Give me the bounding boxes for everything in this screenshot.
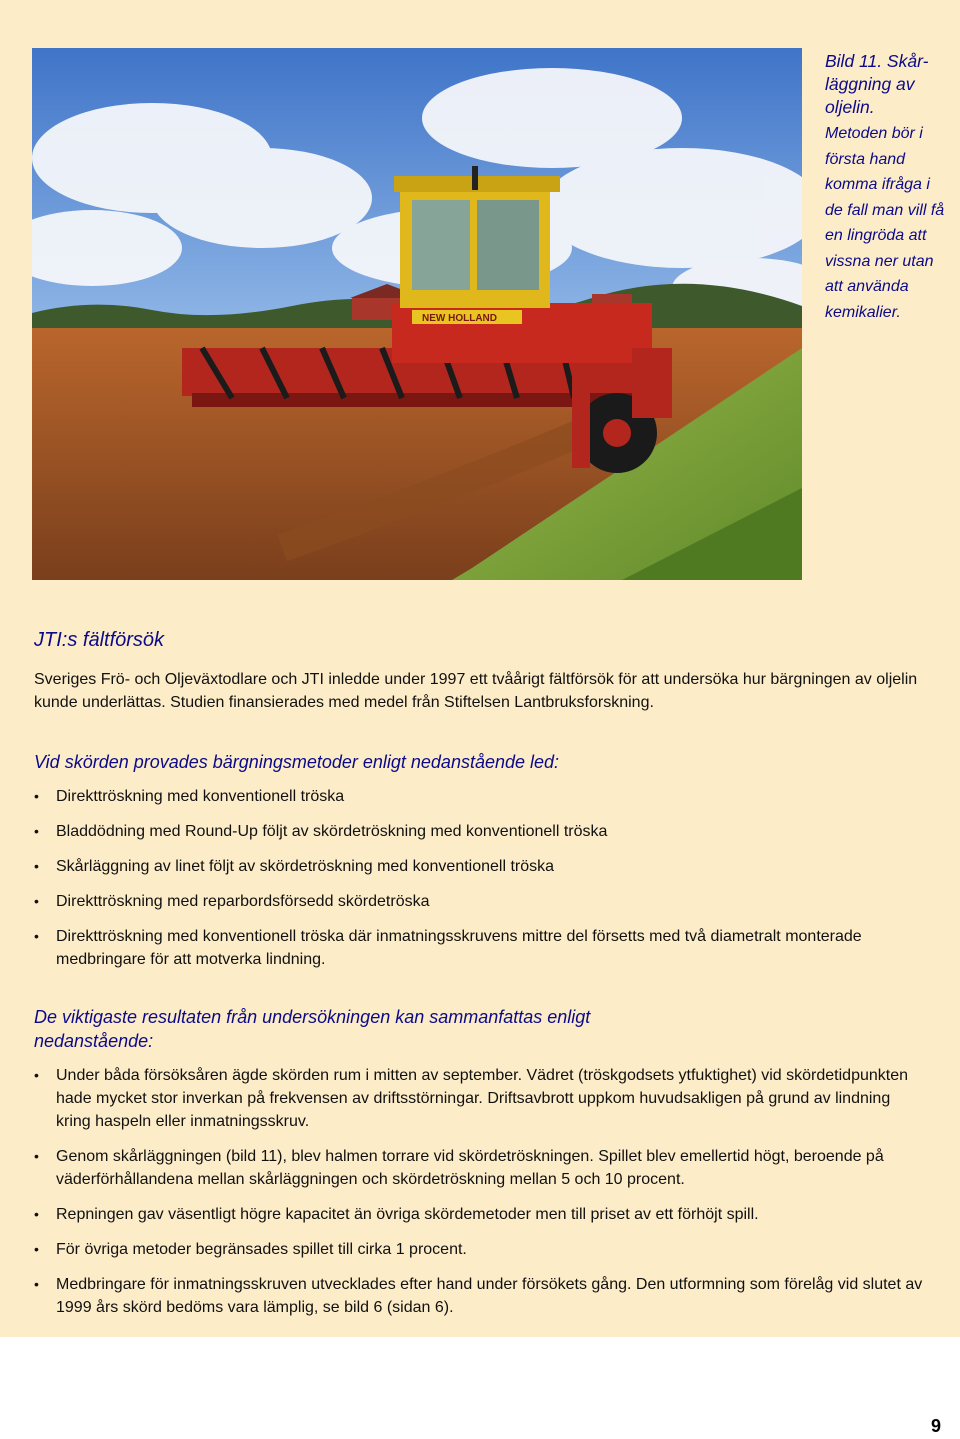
list-item: • Repningen gav väsentligt högre kapacitet än övriga skördemetoder men till priset av ett förhöjt spill. xyxy=(34,1203,924,1226)
list-item: • Bladdödning med Round-Up följt av skördetröskning med konventionell tröska xyxy=(34,820,924,843)
section-heading-jti: JTI:s fältförsök xyxy=(34,629,165,651)
windrower-photo xyxy=(32,48,802,580)
list-item: • Direkttröskning med konventionell tröska xyxy=(34,785,924,808)
caption-body: Metoden bör i första hand komma ifråga i de fall man vill få en lingröda att vissna ner utan att använda kemikalier. xyxy=(825,125,945,321)
photo-sign-text: NEW HOLLAND xyxy=(422,313,497,324)
list-item: • Genom skårläggningen (bild 11), blev halmen torrare vid skördetröskningen. Spillet blev emellertid högt, beroende på väderförhållandena mellan skårläggningen och skördetröskning mellan 5 och 10 procent. xyxy=(34,1145,924,1191)
intro-paragraph: Sveriges Frö- och Oljeväxtodlare och JTI inledde under 1997 ett tvåårigt fältförsök för att undersöka hur bärgningen av oljelin kunde underlättas. Studien finansierades med medel från Stiftelsen Lantbruksforskning. xyxy=(34,671,918,711)
list-item: • För övriga metoder begränsades spillet till cirka 1 procent. xyxy=(34,1238,924,1261)
caption-title: Bild 11. Skår-läggning av oljelin. xyxy=(825,51,929,117)
list-item: • Direkttröskning med reparbordsförsedd skördetröska xyxy=(34,890,924,913)
section-heading-results: De viktigaste resultaten från undersökningen kan sammanfattas enligt nedanstående: xyxy=(34,1007,591,1051)
list-item: • Direkttröskning med konventionell tröska där inmatningsskruvens mittre del försetts med två diametralt monterade medbringare för att motverka lindning. xyxy=(34,925,924,971)
list-item: • Skårläggning av linet följt av skördetröskning med konventionell tröska xyxy=(34,855,924,878)
list-item: • Medbringare för inmatningsskruven utvecklades efter hand under försökets gång. Den utformning som förelåg vid slutet av 1999 års skörd bedöms vara lämplig, se bild 6 (sidan 6). xyxy=(34,1273,924,1319)
photo-caption xyxy=(825,50,947,325)
methods-list xyxy=(34,785,924,971)
page-number: 9 xyxy=(931,1416,942,1436)
list-item: • Under båda försöksåren ägde skörden rum i mitten av september. Vädret (tröskgodsets ytfuktighet) vid skördetidpunkten hade mycket stor inverkan på frekvensen av driftsstörningar. Driftsavbrott uppkom huvudsakligen på grund av lindning kring haspeln eller inmatningsskruv. xyxy=(34,1064,924,1133)
section-heading-methods: Vid skörden provades bärgningsmetoder enligt nedanstående led: xyxy=(34,752,560,772)
results-list xyxy=(34,1064,924,1319)
